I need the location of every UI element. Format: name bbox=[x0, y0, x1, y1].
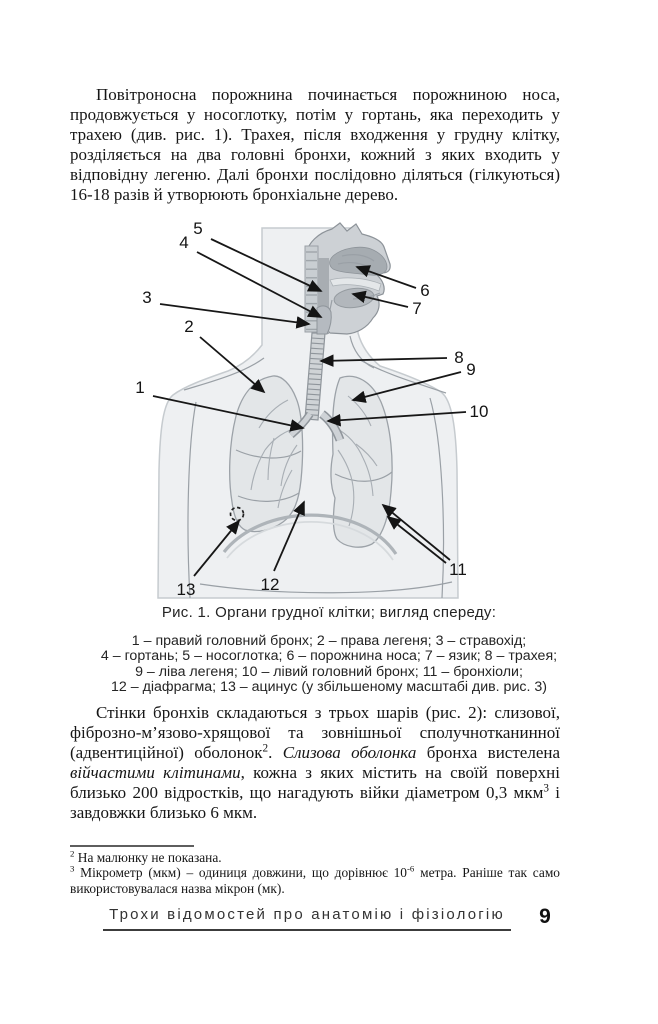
legend-line: 12 – діафрагма; 13 – ацинус (у збільшеному масштабі див. рис. 3) bbox=[111, 678, 547, 695]
figure-label-4: 4 bbox=[179, 233, 189, 252]
paragraph-airways: Повітроносна порожнина починається порожниною носа, продовжується у носоглотку, потім у гортань, яка переходить у трахею (див. рис. 1). Трахея, після входження у грудну клітку, розділяється на два головні бронхи, кожний з яких входить у відповідну легеню. Далі бронхи послідовно діляться (гілкуються) 16-18 разів й утворюють бронхіальне дерево. bbox=[70, 85, 560, 204]
figure-label-1: 1 bbox=[135, 378, 145, 397]
figure-label-11: 11 bbox=[449, 560, 467, 579]
footnote-3: $^3$ Мікрометр (мкм) – одиниця довжини, що дорівнює $10^{-6}$ метра. Раніше так само використовувалася назва мікрон (мк). bbox=[70, 863, 560, 896]
figure-label-2: 2 bbox=[184, 317, 194, 336]
footnote-divider bbox=[70, 845, 194, 847]
anatomy-figure bbox=[100, 220, 560, 600]
paragraph-bronchi-walls: Стінки бронхів складаються з трьох шарів (рис. 2): слизової, фіброзно-м’язово-хрящової та зовнішньої сполучнотканинної (адвентиційної) оболонок$^2$. Слизова оболонка бронха вистелена війчастими клітинами, кожна з яких містить на своїй поверхні близько 200 відростків, що нагадують війки діаметром 0,3 мкм$^3$ і завдовжки близько 6 мкм. bbox=[70, 703, 561, 822]
legend-line: 1 – правий головний бронх; 2 – права легеня; 3 – стравохід; bbox=[131, 633, 527, 649]
figure-label-7: 7 bbox=[412, 299, 422, 318]
figure-label-6: 6 bbox=[420, 281, 430, 300]
figure-label-5: 5 bbox=[193, 220, 203, 238]
figure-label-9: 9 bbox=[466, 360, 476, 379]
figure-label-3: 3 bbox=[142, 288, 152, 307]
running-title: Трохи відомостей про анатомію і фізіологію bbox=[103, 906, 511, 931]
figure-label-13: 13 bbox=[176, 580, 196, 599]
figure-legend bbox=[10, 634, 648, 695]
footnotes-block bbox=[70, 850, 560, 896]
figure-caption: Рис. 1. Органи грудної клітки; вигляд спереду: bbox=[161, 604, 497, 621]
larynx bbox=[317, 306, 331, 334]
figure-label-8: 8 bbox=[454, 348, 464, 367]
legend-line: 4 – гортань; 5 – носоглотка; 6 – порожнина носа; 7 – язик; 8 – трахея; bbox=[100, 648, 558, 665]
page-number: 9 bbox=[539, 905, 551, 928]
figure-label-10: 10 bbox=[469, 402, 489, 421]
figure-label-12: 12 bbox=[260, 575, 280, 594]
footnote-2: $^2$ На малюнку не показана. bbox=[70, 848, 222, 865]
legend-line: 9 – ліва легеня; 10 – лівий головний бронх; 11 – бронхіоли; bbox=[135, 663, 523, 680]
